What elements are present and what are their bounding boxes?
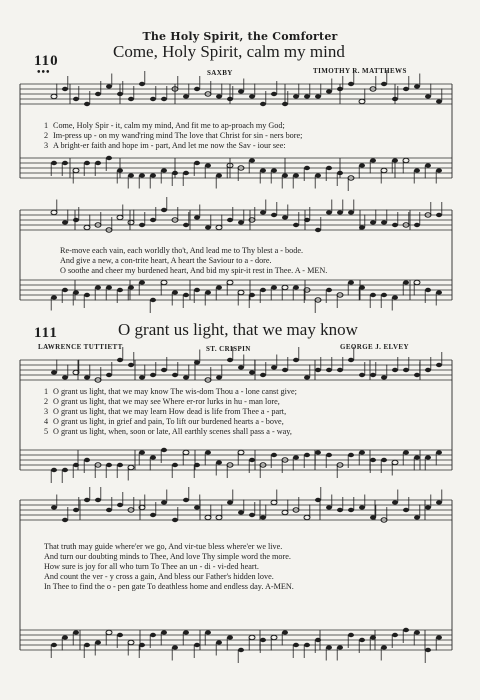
note-head <box>51 210 57 214</box>
hymn-number: 110 <box>34 53 59 69</box>
note-head <box>238 220 244 224</box>
note-head <box>403 158 409 162</box>
note-head <box>414 455 420 459</box>
note-head <box>106 463 112 467</box>
note-head <box>315 498 321 502</box>
note-head <box>183 223 189 227</box>
note-head <box>249 158 255 162</box>
page-header: The Holy Spirit, the Comforter <box>142 30 338 43</box>
note-head <box>172 171 178 175</box>
note-head <box>183 630 189 634</box>
note-head <box>139 223 145 227</box>
note-head <box>359 638 365 642</box>
note-head <box>84 293 90 297</box>
note-head <box>161 97 167 101</box>
note-head <box>139 375 145 379</box>
note-head <box>139 643 145 647</box>
note-head <box>370 635 376 639</box>
note-head <box>436 363 442 367</box>
note-head <box>205 290 211 294</box>
note-head <box>194 87 200 91</box>
note-head <box>128 640 134 644</box>
note-head <box>150 173 156 177</box>
verse-line: O soothe and cheer my burdened heart, And bid my spir-it rest in Thee. A - MEN. <box>60 266 328 275</box>
verse-line: 2 Im-press up - on my wand'ring mind The love that Christ for sin - ners bore; <box>44 131 303 140</box>
note-head <box>414 630 420 634</box>
note-head <box>139 173 145 177</box>
note-head <box>51 468 57 472</box>
note-head <box>73 218 79 222</box>
note-head <box>84 498 90 502</box>
verse-line: 5 O grant us light, when, soon or late, All earthly scenes shall pass a - way, <box>44 427 292 436</box>
note-head <box>326 645 332 649</box>
note-head <box>51 295 57 299</box>
note-head <box>161 280 167 284</box>
note-head <box>205 450 211 454</box>
note-head <box>205 225 211 229</box>
note-head <box>139 450 145 454</box>
note-head <box>194 463 200 467</box>
note-head <box>62 518 68 522</box>
author: LAWRENCE TUTTIETT <box>38 343 123 351</box>
note-head <box>227 500 233 504</box>
hymn-mark: ••• <box>37 67 51 78</box>
note-head <box>315 368 321 372</box>
note-head <box>348 280 354 284</box>
note-head <box>194 288 200 292</box>
note-head <box>271 213 277 217</box>
hymn-title: Come, Holy Spirit, calm my mind <box>113 42 345 61</box>
note-head <box>238 648 244 652</box>
note-head <box>337 368 343 372</box>
note-head <box>282 368 288 372</box>
note-head <box>425 94 431 98</box>
note-head <box>304 218 310 222</box>
note-head <box>95 161 101 165</box>
verse-line: In Thee to find the o - pen gate To deathless home and endless day. A-MEN. <box>44 582 294 591</box>
note-head <box>106 508 112 512</box>
note-head <box>392 633 398 637</box>
note-head <box>337 171 343 175</box>
note-head <box>315 228 321 232</box>
note-head <box>436 450 442 454</box>
note-head <box>370 220 376 224</box>
note-head <box>293 285 299 289</box>
note-head <box>172 290 178 294</box>
note-head <box>425 648 431 652</box>
note-head <box>392 223 398 227</box>
note-head <box>260 638 266 642</box>
note-head <box>381 168 387 172</box>
note-head <box>348 453 354 457</box>
note-head <box>271 92 277 96</box>
note-head <box>51 94 57 98</box>
note-head <box>205 163 211 167</box>
note-head <box>73 97 79 101</box>
note-head <box>194 505 200 509</box>
note-head <box>304 94 310 98</box>
note-head <box>381 293 387 297</box>
note-head <box>183 293 189 297</box>
note-head <box>425 505 431 509</box>
note-head <box>326 453 332 457</box>
note-head <box>271 168 277 172</box>
note-head <box>348 82 354 86</box>
note-head <box>282 630 288 634</box>
note-head <box>403 450 409 454</box>
note-head <box>62 635 68 639</box>
note-head <box>304 453 310 457</box>
note-head <box>260 168 266 172</box>
note-head <box>282 285 288 289</box>
note-head <box>425 455 431 459</box>
note-head <box>172 463 178 467</box>
note-head <box>403 87 409 91</box>
note-head <box>161 368 167 372</box>
note-head <box>425 368 431 372</box>
note-head <box>73 290 79 294</box>
note-head <box>73 630 79 634</box>
note-head <box>161 208 167 212</box>
note-head <box>106 84 112 88</box>
note-head <box>128 220 134 224</box>
note-head <box>95 92 101 96</box>
note-head <box>216 460 222 464</box>
note-head <box>194 161 200 165</box>
note-head <box>216 173 222 177</box>
note-head <box>282 510 288 514</box>
note-head <box>260 210 266 214</box>
note-head <box>106 630 112 634</box>
note-head <box>249 293 255 297</box>
note-head <box>304 166 310 170</box>
note-head <box>425 288 431 292</box>
note-head <box>117 633 123 637</box>
note-head <box>348 633 354 637</box>
note-head <box>348 508 354 512</box>
note-head <box>381 458 387 462</box>
note-head <box>315 450 321 454</box>
note-head <box>216 225 222 229</box>
note-head <box>117 215 123 219</box>
note-head <box>304 375 310 379</box>
note-head <box>161 168 167 172</box>
note-head <box>62 220 68 224</box>
note-head <box>62 161 68 165</box>
note-head <box>62 375 68 379</box>
note-head <box>337 645 343 649</box>
note-head <box>293 223 299 227</box>
note-head <box>73 168 79 172</box>
note-head <box>238 365 244 369</box>
note-head <box>271 365 277 369</box>
verse-line: 4 O grant us light, in grief and pain, To lift our burdened hearts a - bove, <box>44 417 284 426</box>
note-head <box>315 173 321 177</box>
verse-line: And turn our doubting minds to Thee, And love Thy simple word the more. <box>44 552 291 561</box>
composer: TIMOTHY R. MATTHEWS <box>313 67 407 75</box>
note-head <box>161 630 167 634</box>
verse-line: Re-move each vain, each worldly tho't, And lead me to Thy blest a - bode. <box>60 246 304 255</box>
note-head <box>106 285 112 289</box>
note-head <box>227 97 233 101</box>
note-head <box>282 215 288 219</box>
note-head <box>370 293 376 297</box>
note-head <box>227 218 233 222</box>
note-head <box>436 168 442 172</box>
note-head <box>436 290 442 294</box>
note-head <box>95 498 101 502</box>
note-head <box>337 508 343 512</box>
tune-name: ST. CRISPIN <box>206 345 251 353</box>
note-head <box>337 87 343 91</box>
note-head <box>183 94 189 98</box>
note-head <box>392 295 398 299</box>
note-head <box>282 102 288 106</box>
note-head <box>359 225 365 229</box>
note-head <box>370 158 376 162</box>
note-head <box>260 288 266 292</box>
note-head <box>84 458 90 462</box>
note-head <box>359 373 365 377</box>
note-head <box>117 463 123 467</box>
note-head <box>238 510 244 514</box>
note-head <box>359 505 365 509</box>
note-head <box>194 360 200 364</box>
note-head <box>84 161 90 165</box>
note-head <box>227 280 233 284</box>
note-head <box>205 515 211 519</box>
verse-line: That truth may guide where'er we go, And vir-tue bless where'er we live. <box>44 542 283 551</box>
note-head <box>172 373 178 377</box>
note-head <box>183 171 189 175</box>
note-head <box>128 465 134 469</box>
note-head <box>293 173 299 177</box>
verse-line: 2 O grant us light, that we may see Where er-ror lurks in hu - man lore, <box>44 397 280 406</box>
note-head <box>51 161 57 165</box>
verse-line: 3 A bright-er faith and hope im - part, And let me now the Sav - iour see: <box>44 141 286 150</box>
note-head <box>370 373 376 377</box>
note-head <box>370 458 376 462</box>
note-head <box>436 99 442 103</box>
note-head <box>326 288 332 292</box>
note-head <box>150 218 156 222</box>
note-head <box>403 628 409 632</box>
note-head <box>392 368 398 372</box>
note-head <box>183 375 189 379</box>
note-head <box>84 643 90 647</box>
note-head <box>106 373 112 377</box>
note-head <box>227 358 233 362</box>
note-head <box>271 453 277 457</box>
note-head <box>293 94 299 98</box>
note-head <box>227 635 233 639</box>
note-head <box>326 210 332 214</box>
note-head <box>150 633 156 637</box>
note-head <box>293 643 299 647</box>
verse-line: 1 O grant us light, that we may know The wis-dom Thou a - lone canst give; <box>44 387 297 396</box>
note-head <box>205 630 211 634</box>
note-head <box>117 92 123 96</box>
note-head <box>150 455 156 459</box>
note-head <box>271 500 277 504</box>
hymn-title: O grant us light, that we may know <box>118 320 358 339</box>
note-head <box>293 455 299 459</box>
note-head <box>414 168 420 172</box>
note-head <box>359 450 365 454</box>
note-head <box>73 508 79 512</box>
note-head <box>436 213 442 217</box>
note-head <box>293 358 299 362</box>
note-head <box>359 285 365 289</box>
note-head <box>73 463 79 467</box>
note-head <box>238 290 244 294</box>
note-head <box>326 505 332 509</box>
note-head <box>414 223 420 227</box>
note-head <box>381 82 387 86</box>
verse-line: 3 O grant us light, that we may learn How dead is life from Thee a - part, <box>44 407 287 416</box>
note-head <box>381 220 387 224</box>
note-head <box>84 225 90 229</box>
note-head <box>315 638 321 642</box>
note-head <box>183 498 189 502</box>
note-head <box>381 375 387 379</box>
note-head <box>216 285 222 289</box>
note-head <box>62 288 68 292</box>
note-head <box>249 458 255 462</box>
note-head <box>392 158 398 162</box>
note-head <box>161 448 167 452</box>
note-head <box>414 373 420 377</box>
note-head <box>161 500 167 504</box>
note-head <box>238 450 244 454</box>
note-head <box>172 518 178 522</box>
note-head <box>403 368 409 372</box>
note-head <box>139 280 145 284</box>
note-head <box>359 163 365 167</box>
note-head <box>216 94 222 98</box>
tune-name: SAXBY <box>207 69 233 77</box>
note-head <box>392 500 398 504</box>
composer: GEORGE J. ELVEY <box>340 343 409 351</box>
note-head <box>260 373 266 377</box>
note-head <box>150 97 156 101</box>
note-head <box>117 358 123 362</box>
note-head <box>304 643 310 647</box>
note-head <box>392 97 398 101</box>
note-head <box>392 460 398 464</box>
note-head <box>337 210 343 214</box>
note-head <box>150 513 156 517</box>
note-head <box>414 84 420 88</box>
note-head <box>381 645 387 649</box>
note-head <box>117 288 123 292</box>
note-head <box>128 285 134 289</box>
note-head <box>150 373 156 377</box>
note-head <box>117 503 123 507</box>
note-head <box>326 166 332 170</box>
verse-line: And give a new, a con-trite heart, A heart the Saviour to a - dore. <box>60 256 272 265</box>
note-head <box>117 168 123 172</box>
note-head <box>106 156 112 160</box>
note-head <box>95 285 101 289</box>
note-head <box>216 640 222 644</box>
note-head <box>249 94 255 98</box>
note-head <box>172 645 178 649</box>
note-head <box>216 515 222 519</box>
note-head <box>348 210 354 214</box>
verse-line: And count the ver - y cross a gain, And bless our Father's hidden love. <box>44 572 274 581</box>
note-head <box>249 513 255 517</box>
note-head <box>150 298 156 302</box>
note-head <box>414 280 420 284</box>
note-head <box>51 505 57 509</box>
note-head <box>216 375 222 379</box>
note-head <box>84 375 90 379</box>
note-head <box>326 89 332 93</box>
note-head <box>194 643 200 647</box>
note-head <box>370 515 376 519</box>
note-head <box>260 102 266 106</box>
verse-line: 1 Come, Holy Spir - it, calm my mind, And fit me to ap-proach my God; <box>44 121 285 130</box>
note-head <box>249 635 255 639</box>
note-head <box>403 508 409 512</box>
note-head <box>282 173 288 177</box>
note-head <box>95 640 101 644</box>
hymn-number: 111 <box>34 325 58 341</box>
note-head <box>414 515 420 519</box>
note-head <box>238 89 244 93</box>
note-head <box>315 94 321 98</box>
note-head <box>260 515 266 519</box>
note-head <box>128 363 134 367</box>
note-head <box>326 368 332 372</box>
note-head <box>403 280 409 284</box>
note-head <box>183 450 189 454</box>
note-head <box>436 635 442 639</box>
note-head <box>62 468 68 472</box>
note-head <box>348 358 354 362</box>
note-head <box>194 215 200 219</box>
note-head <box>62 87 68 91</box>
note-head <box>425 163 431 167</box>
note-head <box>271 285 277 289</box>
note-head <box>84 102 90 106</box>
verse-line: How sure is joy for all who turn To Thee an un - di - vi-ded heart. <box>44 562 259 571</box>
note-head <box>436 500 442 504</box>
note-head <box>271 635 277 639</box>
note-head <box>359 99 365 103</box>
note-head <box>128 97 134 101</box>
note-head <box>51 370 57 374</box>
note-head <box>51 643 57 647</box>
note-head <box>139 82 145 86</box>
note-head <box>128 173 134 177</box>
note-head <box>249 370 255 374</box>
note-head <box>304 515 310 519</box>
